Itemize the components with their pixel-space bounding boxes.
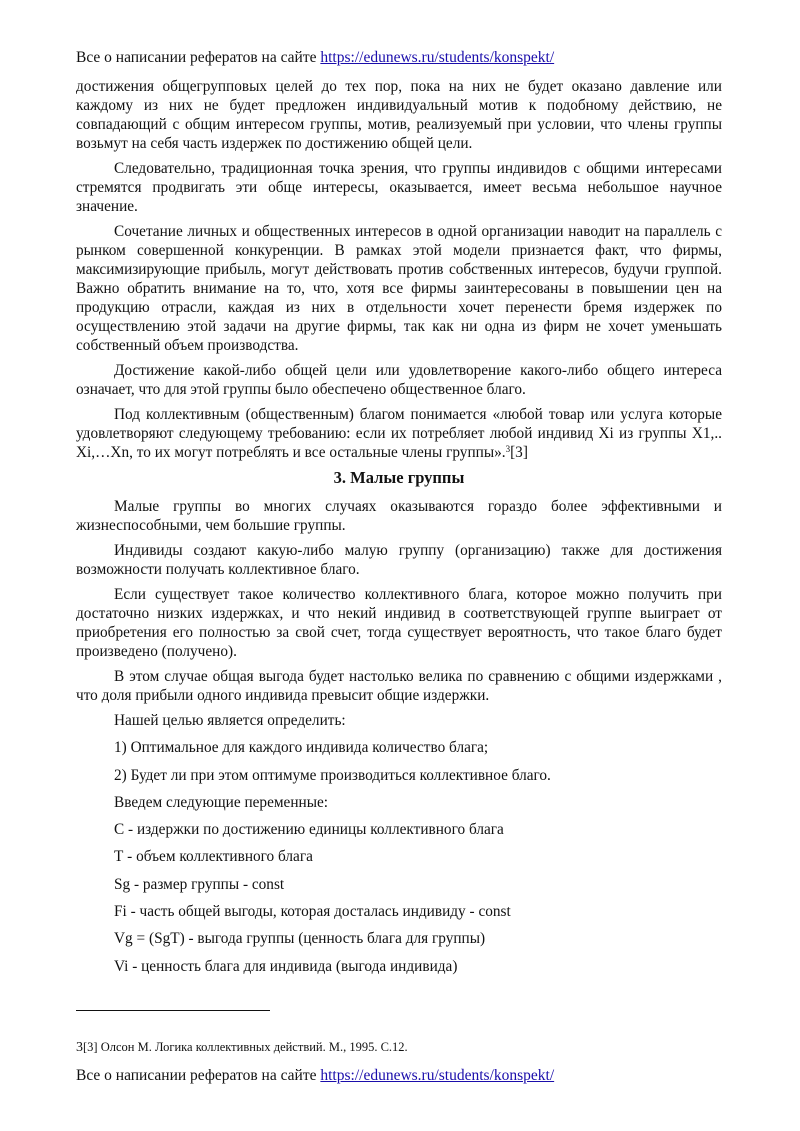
header-link[interactable]: https://edunews.ru/students/konspekt/ (320, 49, 555, 66)
paragraph: Сочетание личных и общественных интересов в одной организации наводит на параллель с рынком совершенной конкуренции. В рамках этой модели признается факт, что фирмы, максимизирующие прибыль, могут действовать против собственных интересов, будучи группой. Важно обратить внимание на то, что, хотя все фирмы заинтересованы в повышении цен на продукцию отрасли, каждая из них в отдельности хочет перенести бремя издержек по осуществлению этой задачи на другие фирмы, так как ни одна из фирм не хочет уменьшать собственный объем производства. (76, 223, 722, 354)
footer-text: Все о написании рефератов на сайте (76, 1067, 317, 1084)
paragraph: Достижение какой-либо общей цели или удовлетворение какого-либо общего интереса означает, что для этой группы было обеспечено общественное благо. (76, 362, 722, 398)
paragraph-text: Под коллективным (общественным) благом понимается «любой товар или услуга которые удовлетворяют следующему требованию: если их потребляет любой индивид Xi из группы X1,.. Xi,…Xn, то их могут потреблять и все остальные члены группы». (76, 406, 722, 461)
citation-ref: [3] (510, 444, 528, 461)
text-line: Введем следующие переменные: (114, 793, 329, 811)
paragraph: В этом случае общая выгода будет настолько велика по сравнению с общими издержками , что доля прибыли одного индивида превысит общие издержки. (76, 668, 722, 704)
footnote-superscript[interactable]: 3 (505, 444, 511, 454)
text-line: Нашей целью является определить: (114, 712, 346, 729)
paragraph-with-citation (76, 405, 722, 462)
page-header (76, 48, 554, 67)
variable-definition: Sg - размер группы - const (114, 875, 285, 893)
paragraph: Малые группы во многих случаях оказываются гораздо более эффективными и жизнеспособными, чем большие группы. (76, 498, 722, 534)
variable-definition: Vi - ценность блага для индивида (выгода индивида) (114, 957, 458, 975)
section-heading: 3. Малые группы (333, 468, 465, 487)
footer-link[interactable]: https://edunews.ru/students/konspekt/ (320, 1067, 555, 1084)
document-body (76, 77, 722, 984)
footnote (76, 1038, 408, 1057)
paragraph: Индивиды создают какую-либо малую группу (организацию) также для достижения возможности получать коллективное благо. (76, 542, 722, 578)
variable-definition: Fi - часть общей выгоды, которая досталась индивиду - const (114, 903, 511, 921)
list-item: 1) Оптимальное для каждого индивида количество блага; (114, 739, 489, 757)
variable-definition: Т - объем коллективного блага (114, 848, 313, 866)
variable-definition: Vg = (SgT) - выгода группы (ценность блага для группы) (114, 930, 486, 948)
variable-definition: С - издержки по достижению единицы коллективного блага (114, 821, 504, 839)
paragraph: Если существует такое количество коллективного блага, которое можно получить при достаточно низких издержках, и что некий индивид в соответствующей группе выиграет от приобретения его полностью за свой счет, тогда существует вероятность, что такое благо будет произведено (получено). (76, 586, 722, 660)
footnote-text: [3] Олсон М. Логика коллективных действий. М., 1995. С.12. (83, 1040, 408, 1054)
header-text: Все о написании рефератов на сайте (76, 49, 317, 66)
list-item: 2) Будет ли при этом оптимуме производиться коллективное благо. (114, 766, 551, 784)
footnote-mark: 3 (76, 1040, 83, 1055)
paragraph: достижения общегрупповых целей до тех пор, пока на них не будет оказано давление или каждому из них не будет предложен индивидуальный мотив к подобному действию, не совпадающий с общим интересом группы, мотив, реализуемый при условии, что члены группы возьмут на себя часть издержек по достижению общей цели. (76, 78, 722, 152)
paragraph: Следовательно, традиционная точка зрения, что группы индивидов с общими интересами стремятся продвигать эти обще интересы, оказывается, имеет весьма небольшое научное значение. (76, 160, 722, 215)
footnote-separator (76, 1010, 270, 1011)
page-footer (76, 1066, 554, 1085)
